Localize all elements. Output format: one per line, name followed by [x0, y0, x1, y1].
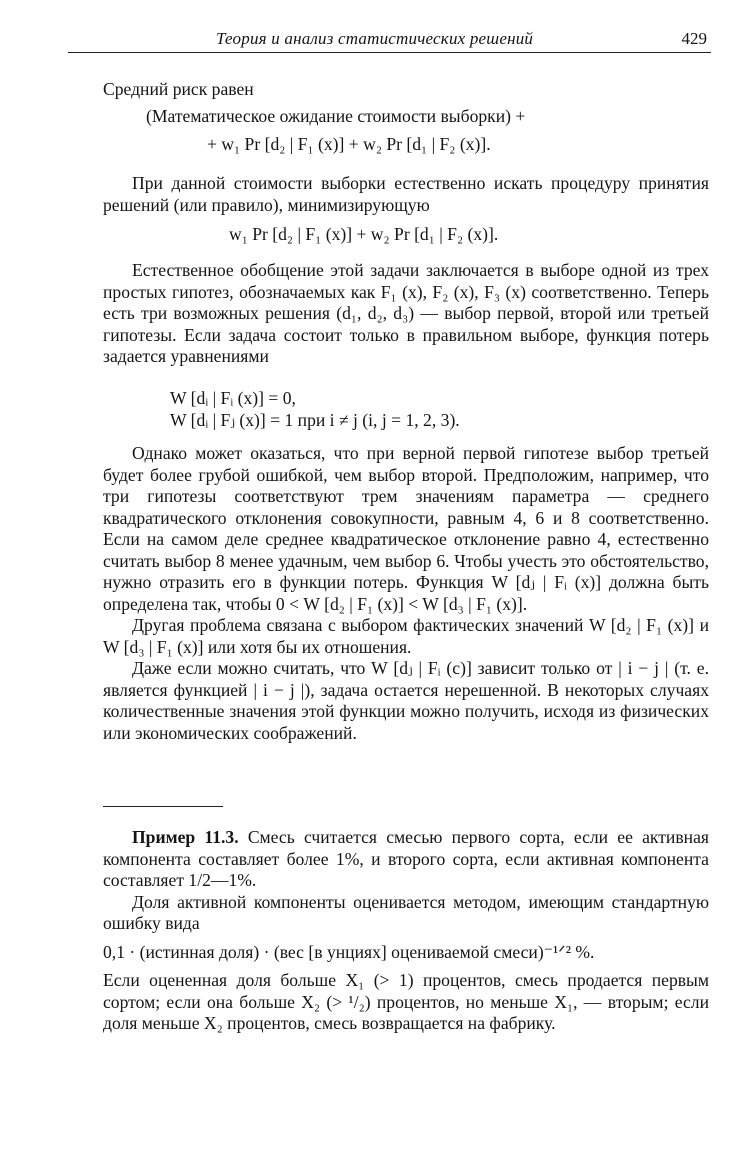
standard-error-formula: 0,1 · (истинная доля) · (вес [в унциях] оцениваемой смеси)⁻¹ᐟ² %.	[103, 941, 595, 962]
example-label: Пример 11.3.	[132, 827, 239, 847]
paragraph-text: Однако может оказаться, что при верной первой гипотезе выбор третьей будет более грубой ошибкой, чем выбор второй. Предположим, например, что три гипотезы соответствуют трем значениям параметра — среднего квадратического отклонения совокупности, равным 4, 6 и 8 соответственно. Если на самом деле среднее квадратическое отклонение равно 4, естественно считать выбор 8 менее удачным, чем выбор 6. Чтобы учесть это обстоятельство, нужно отразить его в функции потерь. Функция W [dⱼ | Fᵢ (x)] должна быть определена так, чтобы 0 < W [d₂ | F₁ (x)] < W [d₃ | F₁ (x)].	[103, 443, 709, 614]
separator-rule	[103, 806, 223, 807]
paragraph-text: Если оцененная доля больше X₁ (> 1) процентов, смесь продается первым сортом; если она больше X₂ (> ¹/₂) процентов, но меньше X₁, — вторым; если доля меньше X₂ процентов, смесь возвращается на фабрику.	[103, 970, 709, 1033]
paragraph-generalization	[103, 260, 709, 368]
loss-equation-2: W [dᵢ | Fⱼ (x)] = 1 при i ≠ j (i, j = 1, 2, 3).	[170, 410, 460, 430]
paragraph-text: Доля активной компоненты оценивается методом, имеющим стандартную ошибку вида	[103, 891, 709, 933]
risk-equation-line-1: (Математическое ожидание стоимости выборки) +	[146, 106, 526, 126]
paragraph-text: Смесь считается смесью первого сорта, если ее активная компонента составляет более 1%, и второго сорта, если активная компонента составляет 1/2—1%.	[103, 827, 709, 890]
risk-equation-line-2: + w₁ Pr [d₂ | F₁ (x)] + w₂ Pr [d₁ | F₂ (x)].	[207, 134, 491, 154]
paragraph-min-procedure	[103, 173, 709, 216]
page-number: 429	[681, 29, 707, 48]
example-paragraph	[103, 827, 709, 892]
paragraph-text: Даже если можно считать, что W [dⱼ | Fᵢ (c)] зависит только от | i − j | (т. е. является функцией | i − j |), задача остается нерешенной. В некоторых случаях количественные значения этой функции можно получить, исходя из физических или экономических соображений.	[103, 658, 709, 743]
risk-intro-text: Средний риск равен	[103, 79, 254, 99]
risk-intro	[103, 79, 709, 101]
paragraph-loss-function	[103, 443, 709, 744]
example-block	[103, 827, 709, 1035]
paragraph-text: Естественное обобщение этой задачи заключается в выборе одной из трех простых гипотез, обозначаемых как F₁ (x), F₂ (x), F₃ (x) соответственно. Теперь есть три возможных решения (d₁, d₂, d₃) — выбор первой, второй или третьей гипотезы. Если задача состоит только в правильном выборе, функция потерь задается уравнениями	[103, 260, 709, 366]
running-header	[68, 26, 711, 53]
paragraph-text: При данной стоимости выборки естественно искать процедуру принятия решений (или правило), минимизирующую	[103, 173, 709, 215]
minimized-expression: w₁ Pr [d₂ | F₁ (x)] + w₂ Pr [d₁ | F₂ (x)].	[229, 224, 499, 244]
loss-equation-1: W [dᵢ | Fᵢ (x)] = 0,	[170, 388, 296, 408]
running-title: Теория и анализ статистических решений	[216, 29, 534, 48]
paragraph-text: Другая проблема связана с выбором фактических значений W [d₂ | F₁ (x)] и W [d₃ | F₁ (x)] или хотя бы их отношения.	[103, 615, 709, 657]
